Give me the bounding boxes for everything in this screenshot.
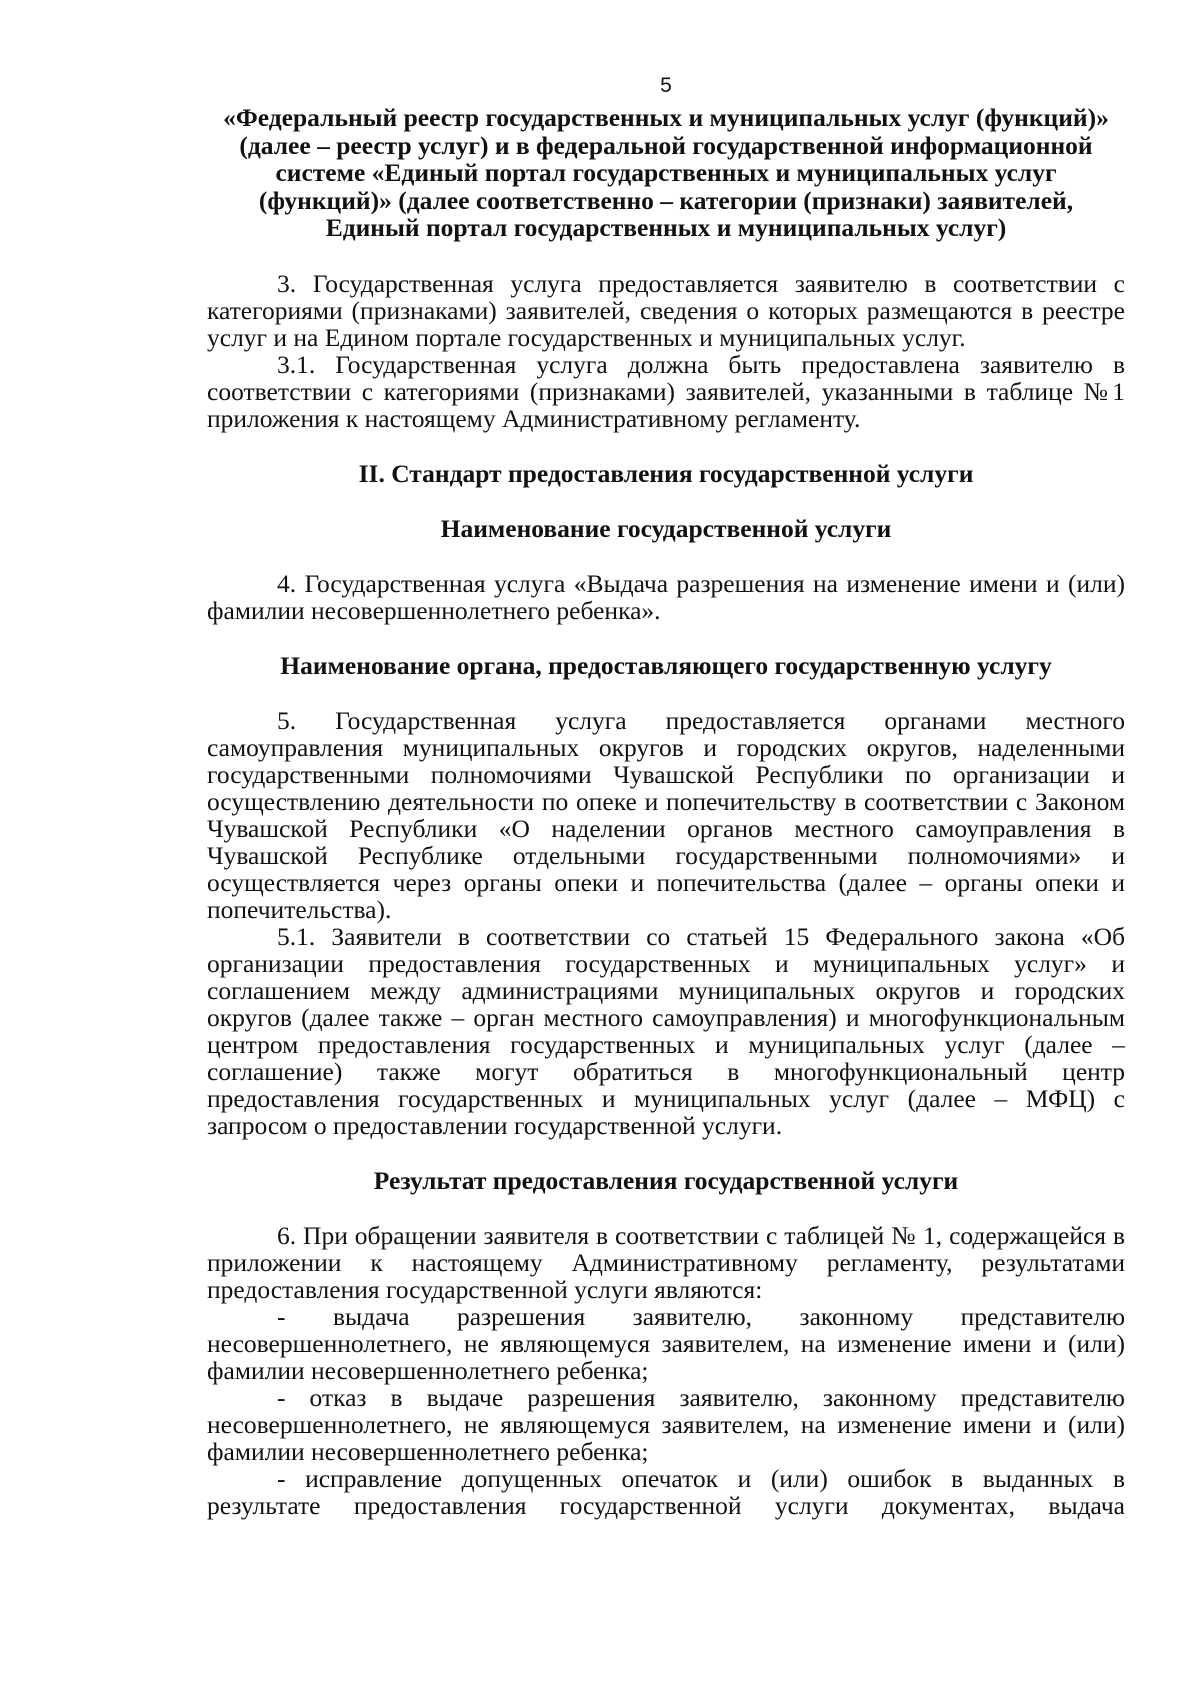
- paragraph-5: 5. Государственная услуга предоставляется органами местного самоуправления муниципальных округов и городских округов, наделенными государственными полномочиями Чувашской Республики по организации и осуществлению деятельности по опеке и попечительству в соответствии с Законом Чувашской Республики «О наделении органов местного самоуправления в Чувашской Республике отдельными государственными полномочиями» и осуществляется через органы опеки и попечительства (далее – органы опеки и попечительства).: [207, 705, 1125, 924]
- subsection-title-service-name: Наименование государственной услуги: [440, 513, 892, 543]
- paragraph-6: 6. При обращении заявителя в соответствии с таблицей № 1, содержащейся в приложении к настоящему Административному регламенту, результатами предоставления государственной услуги являются:: [207, 1220, 1125, 1304]
- subsection-title-result: Результат предоставления государственной услуги: [373, 1165, 959, 1195]
- header-line: (далее – реестр услуг) и в федеральной государственной информационной: [239, 130, 1093, 160]
- subsection-title-organ: Наименование органа, предоставляющего государственную услугу: [280, 650, 1052, 680]
- paragraph-3: 3. Государственная услуга предоставляется заявителю в соответствии с категориями (признаками) заявителей, сведения о которых размещаются в реестре услуг и на Едином портале государственных и муниципальных услуг.: [207, 268, 1125, 352]
- header-line: «Федеральный реестр государственных и муниципальных услуг (функций)»: [223, 103, 1109, 132]
- paragraph-5-1: 5.1. Заявители в соответствии со статьей 15 Федерального закона «Об организации предоставления государственных и муниципальных услуг» и соглашением между администрациями муниципальных округов и городских округов (далее также – орган местного самоуправления) и многофункциональным центром предоставления государственных и муниципальных услуг (далее – соглашение) также могут обратиться в многофункциональный центр предоставления государственных и муниципальных услуг (далее – МФЦ) с запросом о предоставлении государственной услуги.: [207, 921, 1125, 1140]
- result-list-item: - исправление допущенных опечаток и (или) ошибок в выданных в результате предоставления государственной услуги документах, выдача: [207, 1463, 1125, 1520]
- header-block: [207, 104, 1125, 242]
- page-number: 5: [660, 74, 672, 97]
- header-line: (функций)» (далее соответственно – категории (признаки) заявителей,: [258, 185, 1074, 215]
- result-list-item: - выдача разрешения заявителю, законному представителю несовершеннолетнего, не являющемуся заявителем, на изменение имени и (или) фамилии несовершеннолетнего ребенка;: [207, 1301, 1125, 1385]
- paragraph-3-1: 3.1. Государственная услуга должна быть предоставлена заявителю в соответствии с категориями (признаками) заявителей, указанными в таблице №1 приложения к настоящему Административному регламенту.: [207, 349, 1125, 433]
- section-title: II. Стандарт предоставления государственной услуги: [358, 458, 974, 488]
- result-list-item: - отказ в выдаче разрешения заявителю, законному представителю несовершеннолетнего, не являющемуся заявителем, на изменение имени и (или) фамилии несовершеннолетнего ребенка;: [207, 1382, 1125, 1466]
- header-line: Единый портал государственных и муниципальных услуг): [325, 213, 1007, 242]
- paragraph-4: 4. Государственная услуга «Выдача разрешения на изменение имени и (или) фамилии несовершеннолетнего ребенка».: [207, 568, 1125, 625]
- header-line: системе «Единый портал государственных и муниципальных услуг: [275, 158, 1057, 187]
